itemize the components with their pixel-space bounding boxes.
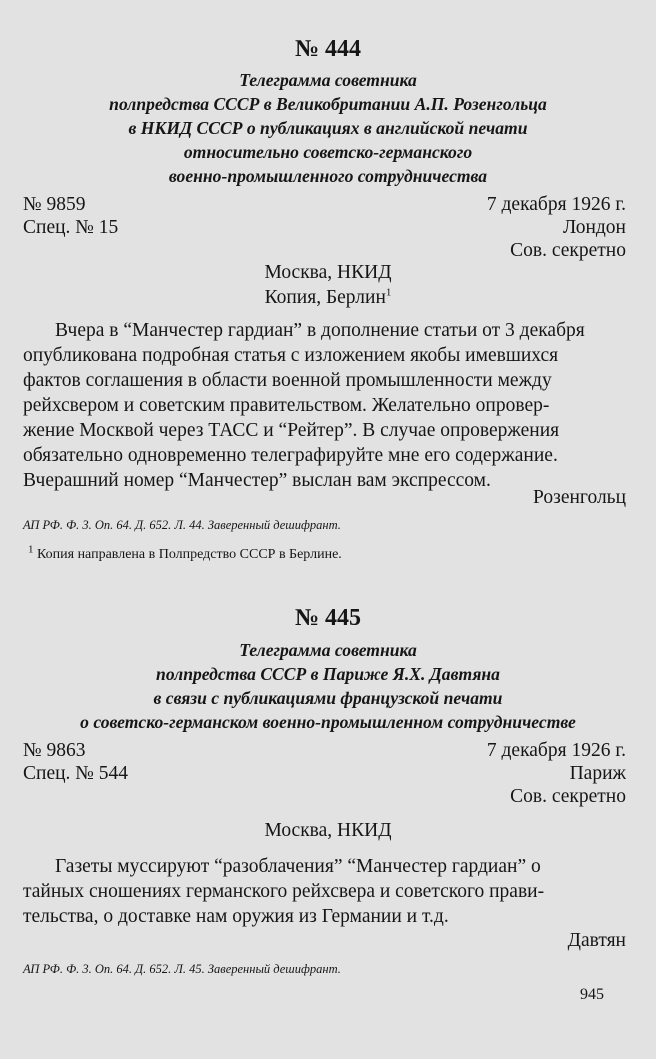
doc444-body-line: Вчерашний номер “Манчестер” выслан вам экспрессом. xyxy=(23,470,491,491)
doc444-body-line: Вчера в “Манчестер гардиан” в дополнение статьи от 3 декабря xyxy=(55,320,585,341)
doc444-signature: Розенгольц xyxy=(533,487,626,508)
doc444-body-line: опубликована подробная статья с изложением якобы имевшихся xyxy=(23,345,559,366)
doc444-title-line: военно-промышленного сотрудничества xyxy=(168,166,488,186)
doc445-reg-no: № 9863 xyxy=(23,740,86,761)
doc444-spec-no: Спец. № 15 xyxy=(23,217,119,238)
doc444-footnote-mark: 1 xyxy=(28,543,34,556)
doc445-signature: Давтян xyxy=(567,930,626,951)
doc444-copy-note-mark: 1 xyxy=(385,286,392,299)
doc444-footnote xyxy=(28,543,342,563)
doc445-city: Париж xyxy=(569,763,626,784)
doc444-footnote-text: Копия направлена в Полпредство СССР в Берлине. xyxy=(37,547,342,562)
doc445-title-line: о советско-германском военно-промышленном сотрудничестве xyxy=(80,712,576,732)
doc445-title-line: Телеграмма советника xyxy=(239,640,417,660)
doc445-title xyxy=(0,638,656,734)
doc445-source: АП РФ. Ф. 3. Оп. 64. Д. 652. Л. 45. Заверенный дешифрант. xyxy=(23,962,341,976)
doc445-body-line: тайных сношениях германского рейхсвера и советского прави- xyxy=(23,881,545,902)
page-number: 945 xyxy=(580,986,604,1003)
doc444-addressee: Москва, НКИД xyxy=(264,262,392,283)
doc445-spec-no: Спец. № 544 xyxy=(23,763,129,784)
doc444-title-line: относительно советско-германского xyxy=(183,142,473,162)
doc444-copy-line xyxy=(0,287,656,309)
doc444-body-line: жение Москвой через ТАСС и “Рейтер”. В случае опровержения xyxy=(23,420,560,441)
doc444-source: АП РФ. Ф. 3. Оп. 64. Д. 652. Л. 44. Заверенный дешифрант. xyxy=(23,518,341,532)
doc444-secrecy: Сов. секретно xyxy=(510,240,626,261)
doc445-title-line: полпредства СССР в Париже Я.Х. Давтяна xyxy=(156,664,500,684)
doc444-title xyxy=(0,68,656,188)
doc444-title-line: в НКИД СССР о публикациях в английской печати xyxy=(128,118,528,138)
doc444-body-line: рейхсвером и советским правительством. Желательно опровер- xyxy=(23,395,550,416)
doc445-number: № 445 xyxy=(294,605,362,631)
doc444-city: Лондон xyxy=(562,217,626,238)
doc444-date: 7 декабря 1926 г. xyxy=(486,194,626,215)
doc444-title-line: Телеграмма советника xyxy=(239,70,417,90)
doc444-title-line: полпредства СССР в Великобритании А.П. Розенгольца xyxy=(109,94,547,114)
doc444-number: № 444 xyxy=(294,36,362,62)
doc444-body-line: обязательно одновременно телеграфируйте мне его содержание. xyxy=(23,445,558,466)
doc445-body xyxy=(23,854,630,929)
doc444-copy: Копия, Берлин xyxy=(264,287,386,308)
doc444-body xyxy=(23,318,630,493)
doc445-title-line: в связи с публикациями французской печати xyxy=(153,688,503,708)
doc444-body-line: фактов соглашения в области военной промышленности между xyxy=(23,370,552,391)
doc445-date: 7 декабря 1926 г. xyxy=(486,740,626,761)
doc445-body-line: Газеты муссируют “разоблачения” “Манчестер гардиан” о xyxy=(55,856,541,877)
doc445-addressee: Москва, НКИД xyxy=(264,820,392,841)
doc444-reg-no: № 9859 xyxy=(23,194,86,215)
doc445-body-line: тельства, о доставке нам оружия из Германии и т.д. xyxy=(23,906,449,927)
doc445-secrecy: Сов. секретно xyxy=(510,786,626,807)
